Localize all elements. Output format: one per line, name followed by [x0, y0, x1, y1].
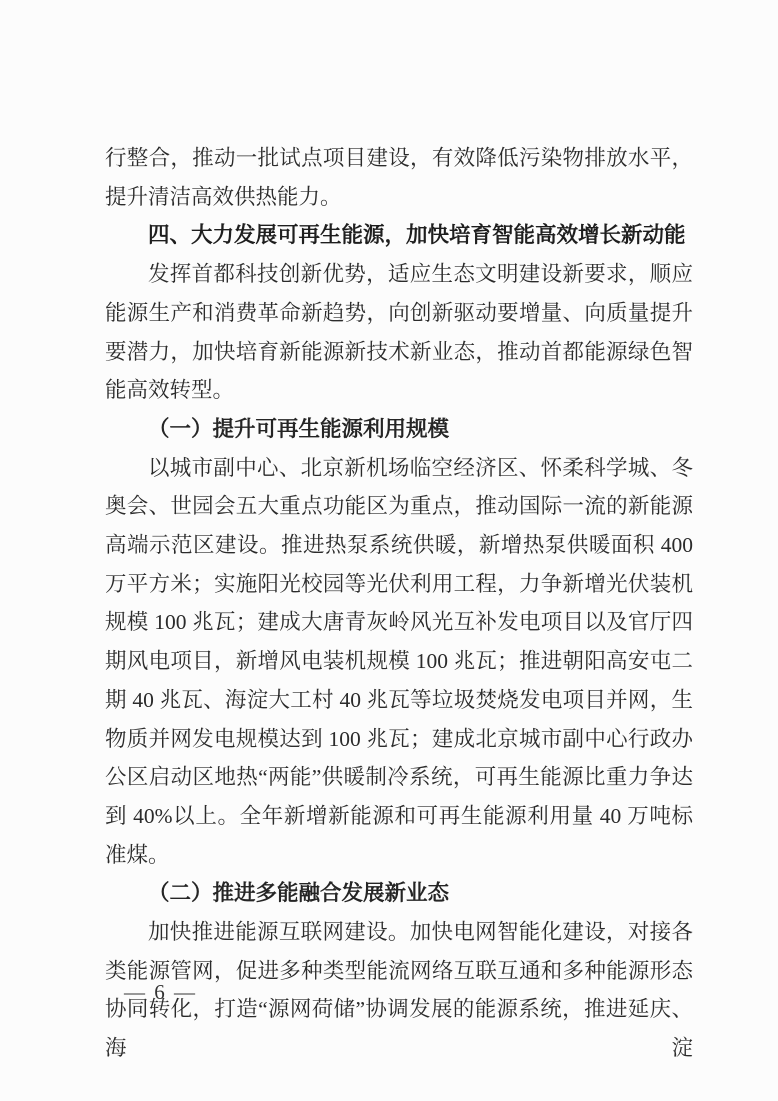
paragraph-continuation: 行整合，推动一批试点项目建设，有效降低污染物排放水平，提升清洁高效供热能力。: [105, 146, 693, 209]
document-body: [105, 139, 693, 1068]
subsection-heading-one: （一）提升可再生能源利用规模: [148, 416, 450, 441]
subsection-heading-two: （二）推进多能融合发展新业态: [148, 881, 450, 906]
paragraph-renewable-scale: 以城市副中心、北京新机场临空经济区、怀柔科学城、冬奥会、世园会五大重点功能区为重点，推动国际一流的新能源高端示范区建设。推进热泵系统供暖，新增热泵供暖面积 400 万平方米；实施阳光校园等光伏利用工程，力争新增光伏装机规模 100 兆瓦；建成大唐青灰岭风光互补发电项目以及官厅四期风电项目，新增风电装机规模 100 兆瓦；推进朝阳高安屯二期 40 兆瓦、海淀大工村 40 兆瓦等垃圾焚烧发电项目并网，生物质并网发电规模达到 100 兆瓦；建成北京城市副中心行政办公区启动区地热“两能”供暖制冷系统，可再生能源比重力争达到 40%以上。全年新增新能源和可再生能源利用量 40 万吨标准煤。: [105, 455, 693, 867]
section-heading-four: 四、大力发展可再生能源，加快培育智能高效增长新动能: [148, 223, 686, 248]
page-number: — 6 —: [124, 980, 197, 1004]
paragraph-energy-internet: 加快推进能源互联网建设。加快电网智能化建设，对接各类能源管网，促进多种类型能流网络互联互通和多种能源形态协同转化，打造“源网荷储”协调发展的能源系统，推进延庆、海淀: [105, 920, 693, 1061]
paragraph-overview: 发挥首都科技创新优势，适应生态文明建设新要求，顺应能源生产和消费革命新趋势，向创新驱动要增量、向质量提升要潜力，加快培育新能源新技术新业态，推动首都能源绿色智能高效转型。: [105, 262, 693, 403]
